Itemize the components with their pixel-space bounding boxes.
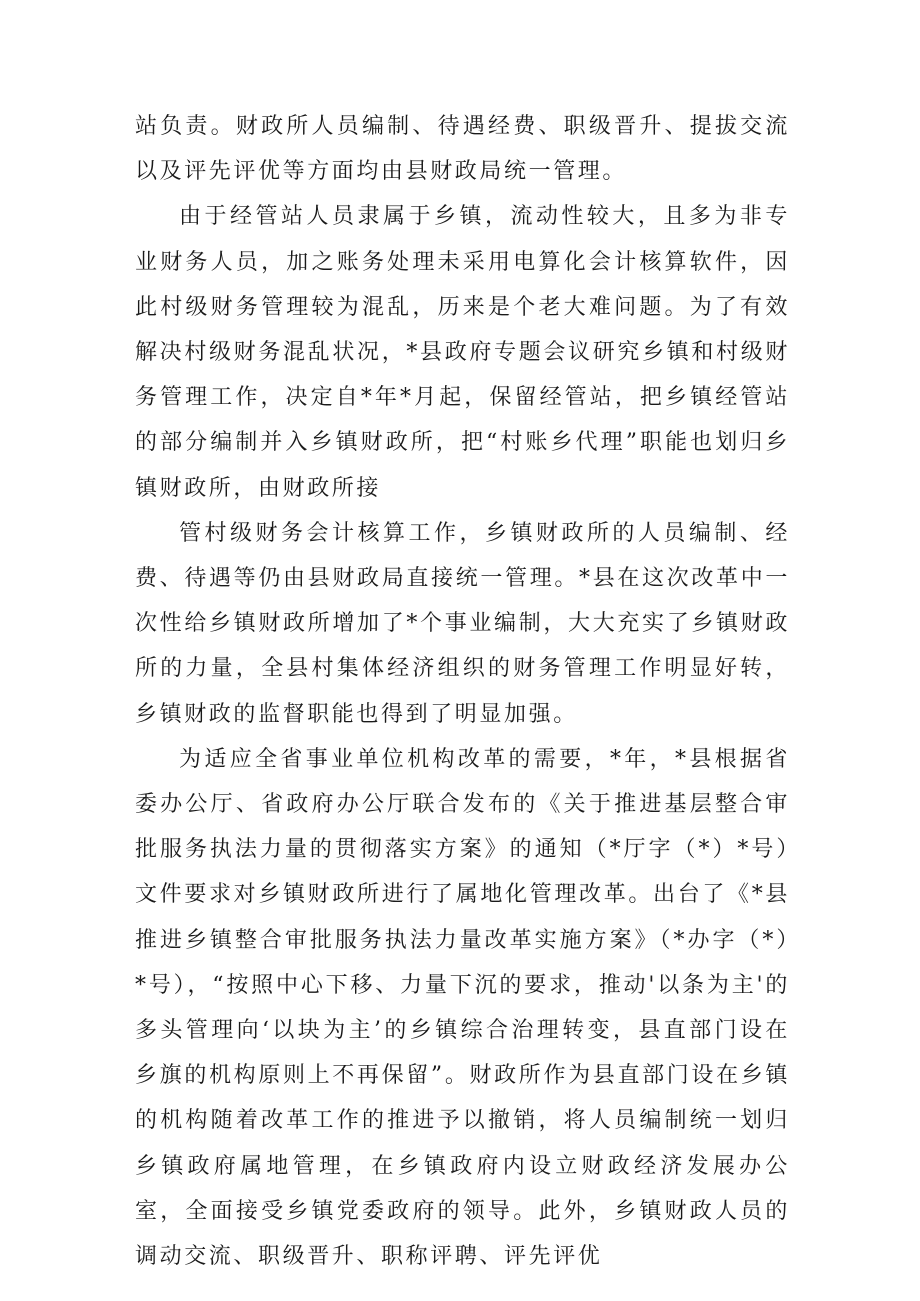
paragraph-4: 为适应全省事业单位机构改革的需要，*年，*县根据省委办公厅、省政府办公厅联合发布的《关于推进基层整合审批服务执法力量的贯彻落实方案》的通知（*厅字（*）*号）文件要求对乡镇财政所进行了属地化管理改革。出台了《*县推进乡镇整合审批服务执法力量改革实施方案》（*办字（*）*号），“按照中心下移、力量下沉的要求，推动'以条为主'的多头管理向‘以块为主’的乡镇综合治理转变，县直部门设在乡旗的机构原则上不再保留”。财政所作为县直部门设在乡镇的机构随着改革工作的推进予以撤销，将人员编制统一划归乡镇政府属地管理，在乡镇政府内设立财政经济发展办公室，全面接受乡镇党委政府的领导。此外，乡镇财政人员的调动交流、职级晋升、职称评聘、评先评优 bbox=[135, 746, 790, 1270]
paragraph-3: 管村级财务会计核算工作，乡镇财政所的人员编制、经费、待遇等仍由县财政局直接统一管理。*县在这次改革中一次性给乡镇财政所增加了*个事业编制，大大充实了乡镇财政所的力量，全县村集体经济组织的财务管理工作明显好转，乡镇财政的监督职能也得到了明显加强。 bbox=[135, 520, 790, 727]
paragraph-1: 站负责。财政所人员编制、待遇经费、职级晋升、提拔交流以及评先评优等方面均由县财政局统一管理。 bbox=[135, 114, 790, 185]
paragraph-2: 由于经管站人员隶属于乡镇，流动性较大，且多为非专业财务人员，加之账务处理未采用电算化会计核算软件，因此村级财务管理较为混乱，历来是个老大难问题。为了有效解决村级财务混乱状况，*县政府专题会议研究乡镇和村级财务管理工作，决定自*年*月起，保留经管站，把乡镇经管站的部分编制并入乡镇财政所，把“村账乡代理”职能也划归乡镇财政所，由财政所接 bbox=[135, 204, 790, 501]
document-body bbox=[135, 104, 790, 1279]
